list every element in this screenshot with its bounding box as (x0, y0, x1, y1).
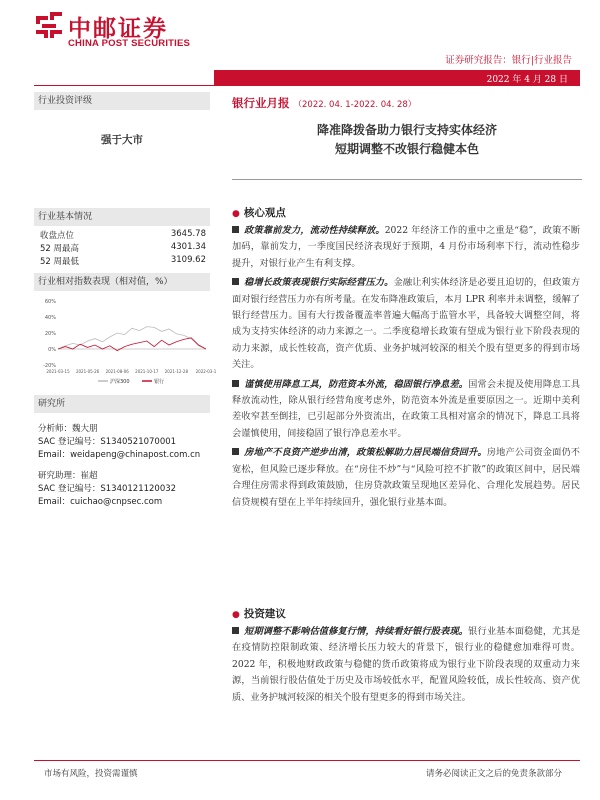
industry-rating: 强于大市 (101, 134, 143, 146)
bullet-icon: ● (232, 610, 240, 620)
bullet-icon: ● (232, 209, 240, 219)
brand-name-english: CHINA POST SECURITIES (68, 38, 191, 49)
footer-risk-note: 市场有风险，投资需谨慎 (44, 769, 138, 779)
assistant-name: 崔超 (80, 471, 98, 481)
y-tick-label: -20% (43, 363, 56, 369)
core-paragraph (232, 445, 580, 511)
paragraph-text: 房地产公司资金面仍不宽松，但风险已逐步释放。在“房住不炒”与“风险可控不扩散”的政策区间中，居民端合理住房需求得到政策鼓励，住房贷款政策呈现地区差异化、合理化发展趋势。居民信贷规模有望在上半年持续回升，强化银行业基本面。 (232, 447, 580, 508)
core-viewpoints-title: 核心观点 (243, 207, 286, 219)
analyst-name-label: 分析师： (38, 424, 73, 434)
y-tick-label: 20% (44, 331, 56, 337)
square-bullet-icon (232, 627, 239, 634)
assistant-name-line (38, 470, 210, 483)
investment-advice-section (232, 606, 580, 706)
report-period: （2022. 04. 1-2022. 04. 28） (293, 100, 417, 110)
basic-row (34, 242, 210, 255)
basic-row-label: 52 周最高 (40, 244, 80, 254)
core-paragraph (232, 275, 580, 373)
investment-advice-heading (232, 606, 580, 621)
analyst-email-label: Email： (38, 450, 71, 460)
footer-divider (34, 760, 580, 761)
sidebar (34, 92, 217, 509)
rating-label: 行业投资评级 (34, 92, 210, 110)
investment-paragraph (232, 624, 580, 706)
x-tick-label: 2022-03-1 (195, 369, 217, 374)
analyst-sac-label: SAC 登记编号： (38, 437, 101, 447)
header-divider (34, 85, 580, 86)
assistant-sac-line (38, 483, 210, 496)
series-line-csi300 (58, 327, 206, 349)
report-title-line2: 短期调整不改银行稳健本色 (334, 142, 479, 156)
paragraph-text: 银行业基本面稳健，尤其是在疫情防控限制政策、经济增长压力较大的背景下，银行业的稳健愈加难得可贵。2022 年，积极地财政政策与稳健的货币政策将成为银行业下阶段表现的双重动力来源，当前银行股估值处于历史及市场较低水平，配置风险较低，成长性较高、资产优质、业务护城河较深的相关个股有望更多的得到市场关注。 (232, 626, 581, 703)
legend-label-bank: 银行 (154, 379, 165, 385)
basic-info-table (34, 229, 210, 268)
basic-info-label: 行业基本情况 (34, 208, 210, 226)
x-tick-label: 2021-08-06 (105, 369, 129, 374)
report-type: 证券研究报告：银行|行业报告 (445, 55, 572, 66)
y-tick-label: 40% (44, 315, 56, 321)
assistant-email[interactable]: cuichao@cnpsec.com (70, 497, 163, 507)
title-divider (232, 179, 582, 180)
assistant-sac: S1340121120032 (100, 484, 177, 494)
basic-row-value: 3109.62 (170, 255, 206, 265)
analyst-sac-line (38, 436, 210, 449)
basic-row (34, 255, 210, 268)
report-title-line1: 降准降拨备助力银行支持实体经济 (316, 123, 497, 137)
basic-row-value: 4301.34 (170, 242, 206, 252)
analyst-email[interactable]: weidapeng@chinapost.com.cn (70, 450, 201, 460)
report-date: 2022 年 4 月 28 日 (486, 75, 568, 85)
analyst-info (34, 423, 210, 509)
square-bullet-icon (232, 448, 239, 455)
performance-label: 行业相对指数表现（相对值，%） (34, 273, 210, 291)
performance-chart (34, 295, 217, 389)
assistant-name-label: 研究助理： (38, 471, 81, 481)
paragraph-lead: 短期调整不影响估值修复行情，持续看好银行股表现。 (244, 626, 469, 637)
monthly-report-heading (232, 92, 582, 111)
company-logo-icon (34, 10, 64, 40)
performance-chart-svg (34, 295, 217, 389)
basic-row-value: 3645.78 (170, 229, 206, 239)
analyst-sac: S1340521070001 (100, 437, 177, 447)
main-content (232, 92, 582, 159)
paragraph-lead: 稳增长政策表现银行实际经营压力。 (244, 277, 394, 289)
paragraph-lead: 谨慎使用降息工具，防范资本外流，稳固银行净息差。 (244, 378, 469, 390)
legend-label-csi300: 沪深300 (110, 379, 130, 385)
basic-row-label: 52 周最低 (40, 257, 80, 267)
analyst-section-label: 研究所 (34, 395, 210, 413)
footer-disclaimer: 请务必阅读正文之后的免责条款部分 (425, 769, 562, 779)
assistant-email-line (38, 496, 210, 509)
basic-row-label: 收盘点位 (40, 231, 75, 241)
report-title (232, 121, 582, 159)
monthly-report-label: 银行业月报 (232, 96, 290, 110)
core-paragraph (232, 377, 580, 443)
y-tick-label: 60% (44, 299, 56, 305)
paragraph-text: 国常会未提及使用降息工具释放流动性，除从银行经营角度考虑外，防范资本外流是重要原因之一。近期中美利差收窄甚至倒挂，已引起部分外资流出，在政策工具相对富余的情况下，降息工具将会谨慎使用，间接稳固了银行净息差水平。 (232, 378, 581, 439)
analyst-name-line (38, 423, 210, 436)
x-tick-label: 2021-05-26 (75, 369, 100, 374)
brand-name: 中邮证券 (68, 16, 168, 42)
y-tick-label: 0% (48, 347, 56, 353)
core-viewpoints-heading (232, 205, 580, 220)
square-bullet-icon (232, 278, 239, 285)
x-tick-label: 2021-03-15 (46, 369, 70, 374)
basic-row (34, 229, 210, 242)
core-viewpoints-section (232, 205, 580, 511)
assistant-email-label: Email： (38, 497, 71, 507)
analyst-name: 魏大朋 (72, 424, 98, 434)
paragraph-lead: 房地产不良资产逆步出清，政策松解助力居民端信贷回升。 (244, 447, 487, 459)
paragraph-text: 2022 年经济工作的重中之重是“稳”，政策不断加码，靠前发力，一季度国民经济表现好于预期，4 月份市场利率下行，流动性稳步提升，对银行业产生有利支撑。 (232, 225, 581, 269)
assistant-sac-label: SAC 登记编号： (38, 484, 101, 494)
analyst-email-line (38, 449, 210, 462)
series-line-bank (58, 338, 206, 351)
x-tick-label: 2021-10-17 (135, 369, 159, 374)
square-bullet-icon (232, 380, 239, 387)
x-tick-label: 2021-12-28 (164, 369, 189, 374)
paragraph-lead: 政策靠前发力，流动性持续释放。 (244, 225, 385, 236)
paragraph-text: 金融让利实体经济是必要且迫切的，但政策方面对银行经营压力亦有所考量。在发布降准政策后，本月 LPR 利率并未调整，缓解了银行经营压力。国有大行拨备覆盖率普遍大幅高于监管水平，具备较大调整空间，将成为支持实体经济的动力来源之一。二季度稳增长政策有望成为银行业下阶段表现的动力来源，成长性较高，资产优质、业务护城河较深的相关个股有望更多的得到市场关注。 (232, 277, 581, 371)
core-paragraph (232, 223, 580, 272)
square-bullet-icon (232, 226, 239, 233)
investment-advice-title: 投资建议 (243, 608, 286, 620)
